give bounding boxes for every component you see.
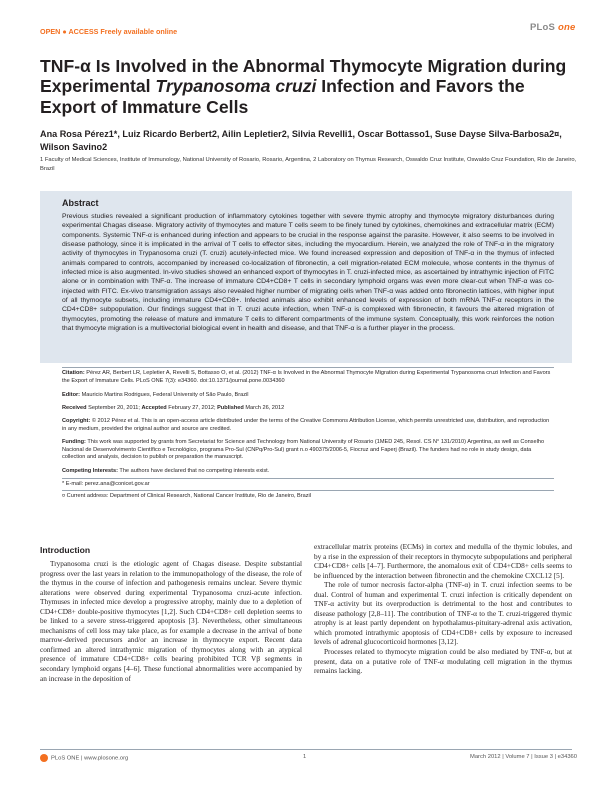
meta-divider-2 — [62, 478, 554, 479]
editor: Editor: Mauricio Martins Rodrigues, Federal University of São Paulo, Brazil — [62, 392, 249, 398]
current-address: ¤ Current address: Department of Clinical Research, National Cancer Institute, Rio de Janeiro, Brazil — [62, 493, 312, 499]
footer-issue: March 2012 | Volume 7 | Issue 3 | e34360 — [470, 754, 577, 760]
open-label: OPEN — [40, 27, 61, 36]
intro-paragraph: The role of tumor necrosis factor-alpha (TNF-α) in T. cruzi infection seems to be dual. Control of human and experimental T. cruzi infection is critically dependent on TNF-α activity but its overproduction is detrimental to the host and contributes to disease pathology [2,8–11]. The contribution of TNF-α to the T. cruzi-triggered thymic atrophy is at least partly dependent on hypothalamus-pituitary-adrenal axis activation, which promoted intrathymic apoptosis of CD4+CD8+ cells by exposure to increased levels of adrenal glucocorticoid hormones [3,12]. — [314, 580, 572, 647]
meta-divider — [62, 367, 554, 368]
affiliations: 1 Faculty of Medical Sciences, Institute of Immunology, National University of Rosario, Rosario, Argentina, 2 Laboratory on Thymus Research, Oswaldo Cruz Institute, Oswaldo Cruz Foundation, Rio de Janeiro, Brazil — [40, 157, 577, 172]
logo-one-text: one — [557, 22, 576, 33]
meta-divider-3 — [62, 490, 554, 491]
title-part-c: Infection and Favors the Export of Immature Cells — [40, 76, 525, 117]
copyright: Copyright: © 2012 Pérez et al. This is an open-access article distributed under the terms of the Creative Commons Attribution License, which permits unrestricted use, distribution, and reproduction in any medium, provided the original author and source are credited. — [62, 418, 550, 432]
introduction-heading: Introduction — [40, 545, 91, 555]
plos-mini-icon — [40, 754, 48, 762]
title-species: Trypanosoma cruzi — [155, 76, 317, 97]
title-part-a: TNF-α Is Involved in the Abnormal Thymocyte Migration during Experimental — [40, 56, 567, 97]
article-title — [40, 56, 580, 117]
email[interactable]: * E-mail: perez.ana@conicet.gov.ar — [62, 481, 150, 487]
intro-paragraph: extracellular matrix proteins (ECMs) in cortex and medulla of the thymic lobules, and by a rise in the expression of their receptors in thymocyte subpopulations and peripheral CD4+CD8+ cells [4–7]. Furthermore, the anomalous exit of CD4+CD8+ cells seems to be influenced by the interaction between fibronectin and the chemokine CXCL12 [5]. — [314, 542, 572, 580]
free-available-label: Freely available online — [100, 27, 178, 36]
open-access-badge — [40, 27, 177, 36]
abstract-text: Previous studies revealed a significant production of inflammatory cytokines together with severe thymic atrophy and thymocyte migratory disturbances during experimental Chagas disease. Migratory activity of thymocytes and mature T cells seem to be finely tuned by cytokines, chemokines and extracellular matrix (ECM) components. Systemic TNF-α is enhanced during infection and appears to be crucial in the response against the parasite. However, it also seems to be involved in disease pathology, since it is implicated in the arrival of T cells to effector sites, including the myocardium. Herein, we analyzed the role of TNF-α in the migratory activity of thymocytes in Trypanosoma cruzi (T. cruzi) acutely-infected mice. We found increased expression and deposition of TNF-α in the thymus of infected animals compared to controls, accompanied by increased co-localization of fibronectin, a cell migration-related ECM molecule, whose contents in the thymus of infected mice is also augmented. In-vivo studies showed an enhanced export of thymocytes in T. cruzi-infected mice, as ascertained by intrathymic injection of FITC alone or in combination with TNF-α. The increase of immature CD4+CD8+ T cells in secondary lymphoid organs was even more clear-cut when TNF-α was co-injected with FITC. Ex-vivo transmigration assays also revealed higher number of migrating cells when TNF-α was added onto fibronectin lattices, with higher input of all thymocyte subsets, including immature CD4+CD8+. Infected animals also exhibit enhanced levels of expression of both mRNA TNF-α receptors in the CD4+CD8+ subpopulation. Our findings suggest that in T. cruzi acute infection, when TNF-α is complexed with fibronectin, it favours the altered migration of thymocytes, promoting the release of mature and immature T cells to different compartments of the immune system. Conceptually, this work reinforces the notion that thymocyte migration is a multivectorial biological event in health and disease, and that TNF-α is a further player in the process. — [62, 213, 554, 333]
abstract-heading: Abstract — [62, 198, 99, 208]
dates: Received September 20, 2011; Accepted February 27, 2012; Published March 26, 2012 — [62, 405, 285, 411]
author-list: Ana Rosa Pérez1*, Luiz Ricardo Berbert2, Ailin Lepletier2, Silvia Revelli1, Oscar Bottasso1, Suse Dayse Silva-Barbosa2¤, Wilson Savino2 — [40, 129, 562, 152]
footer-divider — [40, 749, 572, 750]
open-access-lock-icon: ● — [62, 27, 67, 36]
intro-column-1 — [40, 559, 302, 683]
intro-paragraph: Processes related to thymocyte migration could be also mediated by TNF-α, but at present, data on a putative role of TNF-α modulating cell migration in the thymus remains lacking. — [314, 647, 572, 676]
page-number: 1 — [303, 754, 307, 760]
competing-interests: Competing Interests: The authors have declared that no competing interests exist. — [62, 468, 270, 474]
plos-one-logo — [530, 22, 575, 33]
intro-paragraph: Trypanosoma cruzi is the etiologic agent of Chagas disease. Despite substantial progress over the last years in relation to the immunopathology of the disease, the role of the thymus in the course of infection and pathogenesis remains unclear. Severe thymic alterations were observed during experimental Trypanosoma cruzi-acute infection. Thymuses in infected mice develop a progressive atrophy, mainly due to a depletion of CD4+CD8+ double-positive thymocytes [1,2]. Such CD4+CD8+ cell depletion seems to be linked to a severe stress-triggered apoptosis [3]. Nevertheless, other simultaneous mechanisms of cell loss may take place, as for example a decrease in the arrival of bone marrow-derived precursors and/or an increase in thymocyte export. Recent data confirmed an altered intrathymic migration of thymocytes along with an atypical presence of immature CD4+CD8+ cells bearing prohibited TCR Vβ segments in secondary lymphoid organs [4–6]. These functional abnormalities were accompanied by an increase in the deposition of — [40, 559, 302, 683]
intro-column-2 — [314, 542, 572, 676]
logo-plos-text: PLoS — [530, 22, 556, 33]
funding: Funding: This work was supported by grants from Secretariat for Science and Technology from National University of Rosario (1MED 245, Resol. CS N° 131/2010) Argentina, as well as Conselho Nacional de Desenvolvimento Científico e Tecnológico, programa Pro-Sul (CNPq/Pro-Sul) grant n.o 490375/2006-5, Fiocruz and Faperj (Brazil). The funders had no role in study design, data collection and analysis, decision to publish or preparation the manuscript. — [62, 439, 545, 461]
access-label: ACCESS — [68, 27, 99, 36]
citation: Citation: Pérez AR, Berbert LR, Lepletier A, Revelli S, Bottasso O, et al. (2012) TNF-α Is Involved in the Abnormal Thymocyte Migration during Experimental Trypanosoma cruzi Infection and Favors the Export of Immature Cells. PLoS ONE 7(3): e34360. doi:10.1371/journal.pone.0034360 — [62, 370, 551, 384]
footer-journal: PLoS ONE | www.plosone.org — [40, 754, 128, 762]
